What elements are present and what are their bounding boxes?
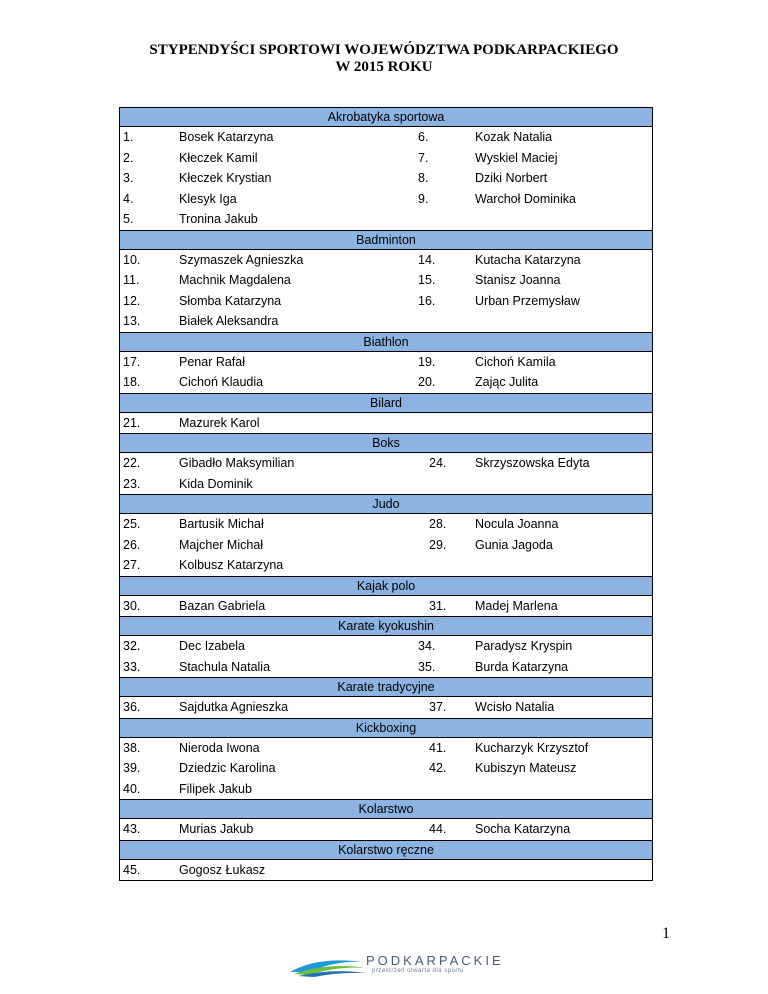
athlete-name: Sajdutka Agnieszka — [179, 700, 289, 714]
athlete-name: Kucharzyk Krzysztof — [475, 740, 589, 755]
section-header: Kickboxing — [120, 718, 652, 738]
athlete-name: Klesyk Iga — [179, 191, 237, 206]
athlete-name: Bazan Gabriela — [179, 598, 266, 613]
row-number: 20. — [418, 375, 436, 389]
athlete-name: Szymaszek Agnieszka — [179, 252, 304, 267]
table-row — [120, 270, 652, 291]
table-row — [120, 311, 652, 332]
row-number: 38. — [123, 740, 141, 755]
page-title-line2: W 2015 ROKU — [335, 59, 433, 75]
section-header: Kajak polo — [120, 576, 652, 596]
table-row — [120, 596, 652, 617]
athlete-name: Cichoń Klaudia — [179, 375, 264, 389]
row-number: 37. — [429, 700, 447, 714]
table-row — [120, 352, 652, 373]
table-row — [120, 697, 652, 718]
section-header: Karate kyokushin — [120, 616, 652, 636]
athlete-name: Burda Katarzyna — [475, 659, 569, 674]
athlete-name: Paradysz Kryspin — [475, 639, 573, 653]
page-title-line1: STYPENDYŚCI SPORTOWI WOJEWÓDZTWA PODKARPACKIEGO — [149, 42, 619, 58]
row-number: 15. — [418, 273, 436, 287]
athlete-name: Słomba Katarzyna — [179, 293, 282, 308]
row-number: 3. — [123, 171, 134, 185]
row-number: 12. — [123, 293, 141, 308]
row-number: 30. — [123, 598, 141, 613]
logo-name: PODKARPACKIE — [366, 953, 504, 968]
row-number: 11. — [123, 273, 140, 287]
table-row — [120, 657, 652, 678]
row-number: 36. — [123, 700, 141, 714]
athlete-name: Dec Izabela — [179, 639, 246, 653]
row-number: 18. — [123, 375, 141, 389]
athlete-name: Socha Katarzyna — [475, 822, 571, 836]
athlete-name: Dziedzic Karolina — [179, 761, 276, 775]
athlete-name: Gibadło Maksymilian — [179, 456, 295, 470]
row-number: 4. — [123, 191, 134, 206]
row-number: 21. — [123, 415, 141, 430]
row-number: 2. — [123, 150, 134, 165]
athlete-name: Majcher Michał — [179, 537, 264, 552]
section-header: Akrobatyka sportowa — [120, 108, 652, 127]
athlete-name: Kutacha Katarzyna — [475, 252, 581, 267]
row-number: 28. — [429, 517, 447, 531]
athlete-name: Kubiszyn Mateusz — [475, 761, 577, 775]
table-row — [120, 514, 652, 535]
row-number: 22. — [123, 456, 141, 470]
section-header: Judo — [120, 494, 652, 514]
table-row — [120, 168, 652, 189]
row-number: 45. — [123, 862, 141, 877]
row-number: 23. — [123, 476, 141, 491]
athlete-name: Kłeczek Kamil — [179, 150, 258, 165]
table-row — [120, 636, 652, 657]
table-row — [120, 189, 652, 210]
row-number: 24. — [429, 456, 447, 470]
table-row — [120, 779, 652, 800]
table-row — [120, 453, 652, 474]
table-row — [120, 127, 652, 148]
table-row — [120, 250, 652, 271]
athlete-name: Tronina Jakub — [179, 212, 258, 226]
row-number: 40. — [123, 781, 141, 796]
athlete-name: Bartusik Michał — [179, 517, 264, 531]
table-row — [120, 372, 652, 393]
row-number: 42. — [429, 761, 447, 775]
section-header: Kolarstwo ręczne — [120, 840, 652, 860]
row-number: 35. — [418, 659, 436, 674]
athlete-name: Madej Marlena — [475, 598, 558, 613]
row-number: 44. — [429, 822, 447, 836]
row-number: 14. — [418, 252, 436, 267]
page-number: 1 — [662, 925, 670, 942]
row-number: 27. — [123, 558, 141, 572]
athlete-name: Nocula Joanna — [475, 517, 559, 531]
athlete-name: Kozak Natalia — [475, 130, 553, 144]
row-number: 29. — [429, 537, 447, 552]
athlete-name: Gogosz Łukasz — [179, 862, 266, 877]
row-number: 9. — [418, 191, 429, 206]
athlete-name: Penar Rafał — [179, 354, 246, 369]
table-row — [120, 860, 652, 881]
athlete-name: Zając Julita — [475, 375, 539, 389]
scholarship-table — [119, 107, 653, 881]
row-number: 13. — [123, 314, 141, 328]
section-header: Bilard — [120, 393, 652, 413]
section-header: Biathlon — [120, 332, 652, 352]
row-number: 7. — [418, 150, 429, 165]
table-row — [120, 148, 652, 169]
athlete-name: Kida Dominik — [179, 476, 253, 491]
section-header: Badminton — [120, 230, 652, 250]
athlete-name: Nieroda Iwona — [179, 740, 260, 755]
row-number: 43. — [123, 822, 141, 836]
table-row — [120, 758, 652, 779]
athlete-name: Machnik Magdalena — [179, 273, 291, 287]
table-row — [120, 535, 652, 556]
row-number: 17. — [123, 354, 141, 369]
athlete-name: Warchoł Dominika — [475, 191, 576, 206]
row-number: 1. — [123, 130, 134, 144]
table-row — [120, 209, 652, 230]
section-header: Boks — [120, 433, 652, 453]
row-number: 25. — [123, 517, 141, 531]
athlete-name: Skrzyszowska Edyta — [475, 456, 590, 470]
row-number: 8. — [418, 171, 429, 185]
athlete-name: Stachula Natalia — [179, 659, 271, 674]
row-number: 33. — [123, 659, 141, 674]
table-row — [120, 555, 652, 576]
section-header: Kolarstwo — [120, 799, 652, 819]
athlete-name: Urban Przemysław — [475, 293, 580, 308]
athlete-name: Wyskiel Maciej — [475, 150, 558, 165]
athlete-name: Wcisło Natalia — [475, 700, 555, 714]
row-number: 19. — [418, 354, 436, 369]
athlete-name: Cichoń Kamila — [475, 354, 556, 369]
athlete-name: Filipek Jakub — [179, 781, 252, 796]
row-number: 32. — [123, 639, 141, 653]
athlete-name: Bosek Katarzyna — [179, 130, 274, 144]
athlete-name: Mazurek Karol — [179, 415, 260, 430]
row-number: 34. — [418, 639, 436, 653]
table-row — [120, 413, 652, 434]
row-number: 6. — [418, 130, 429, 144]
athlete-name: Białek Aleksandra — [179, 314, 279, 328]
row-number: 16. — [418, 293, 436, 308]
athlete-name: Dziki Norbert — [475, 171, 548, 185]
logo-tagline: przestrzeń otwarta dla sportu — [372, 968, 464, 974]
athlete-name: Stanisz Joanna — [475, 273, 561, 287]
row-number: 5. — [123, 212, 134, 226]
athlete-name: Gunia Jagoda — [475, 537, 553, 552]
table-row — [120, 819, 652, 840]
athlete-name: Kłeczek Krystian — [179, 171, 272, 185]
row-number: 31. — [429, 598, 447, 613]
row-number: 26. — [123, 537, 141, 552]
table-row — [120, 291, 652, 312]
row-number: 10. — [123, 252, 141, 267]
row-number: 39. — [123, 761, 141, 775]
table-row — [120, 738, 652, 759]
row-number: 41. — [429, 740, 447, 755]
athlete-name: Kolbusz Katarzyna — [179, 558, 284, 572]
athlete-name: Murias Jakub — [179, 822, 254, 836]
table-row — [120, 474, 652, 495]
section-header: Karate tradycyjne — [120, 677, 652, 697]
